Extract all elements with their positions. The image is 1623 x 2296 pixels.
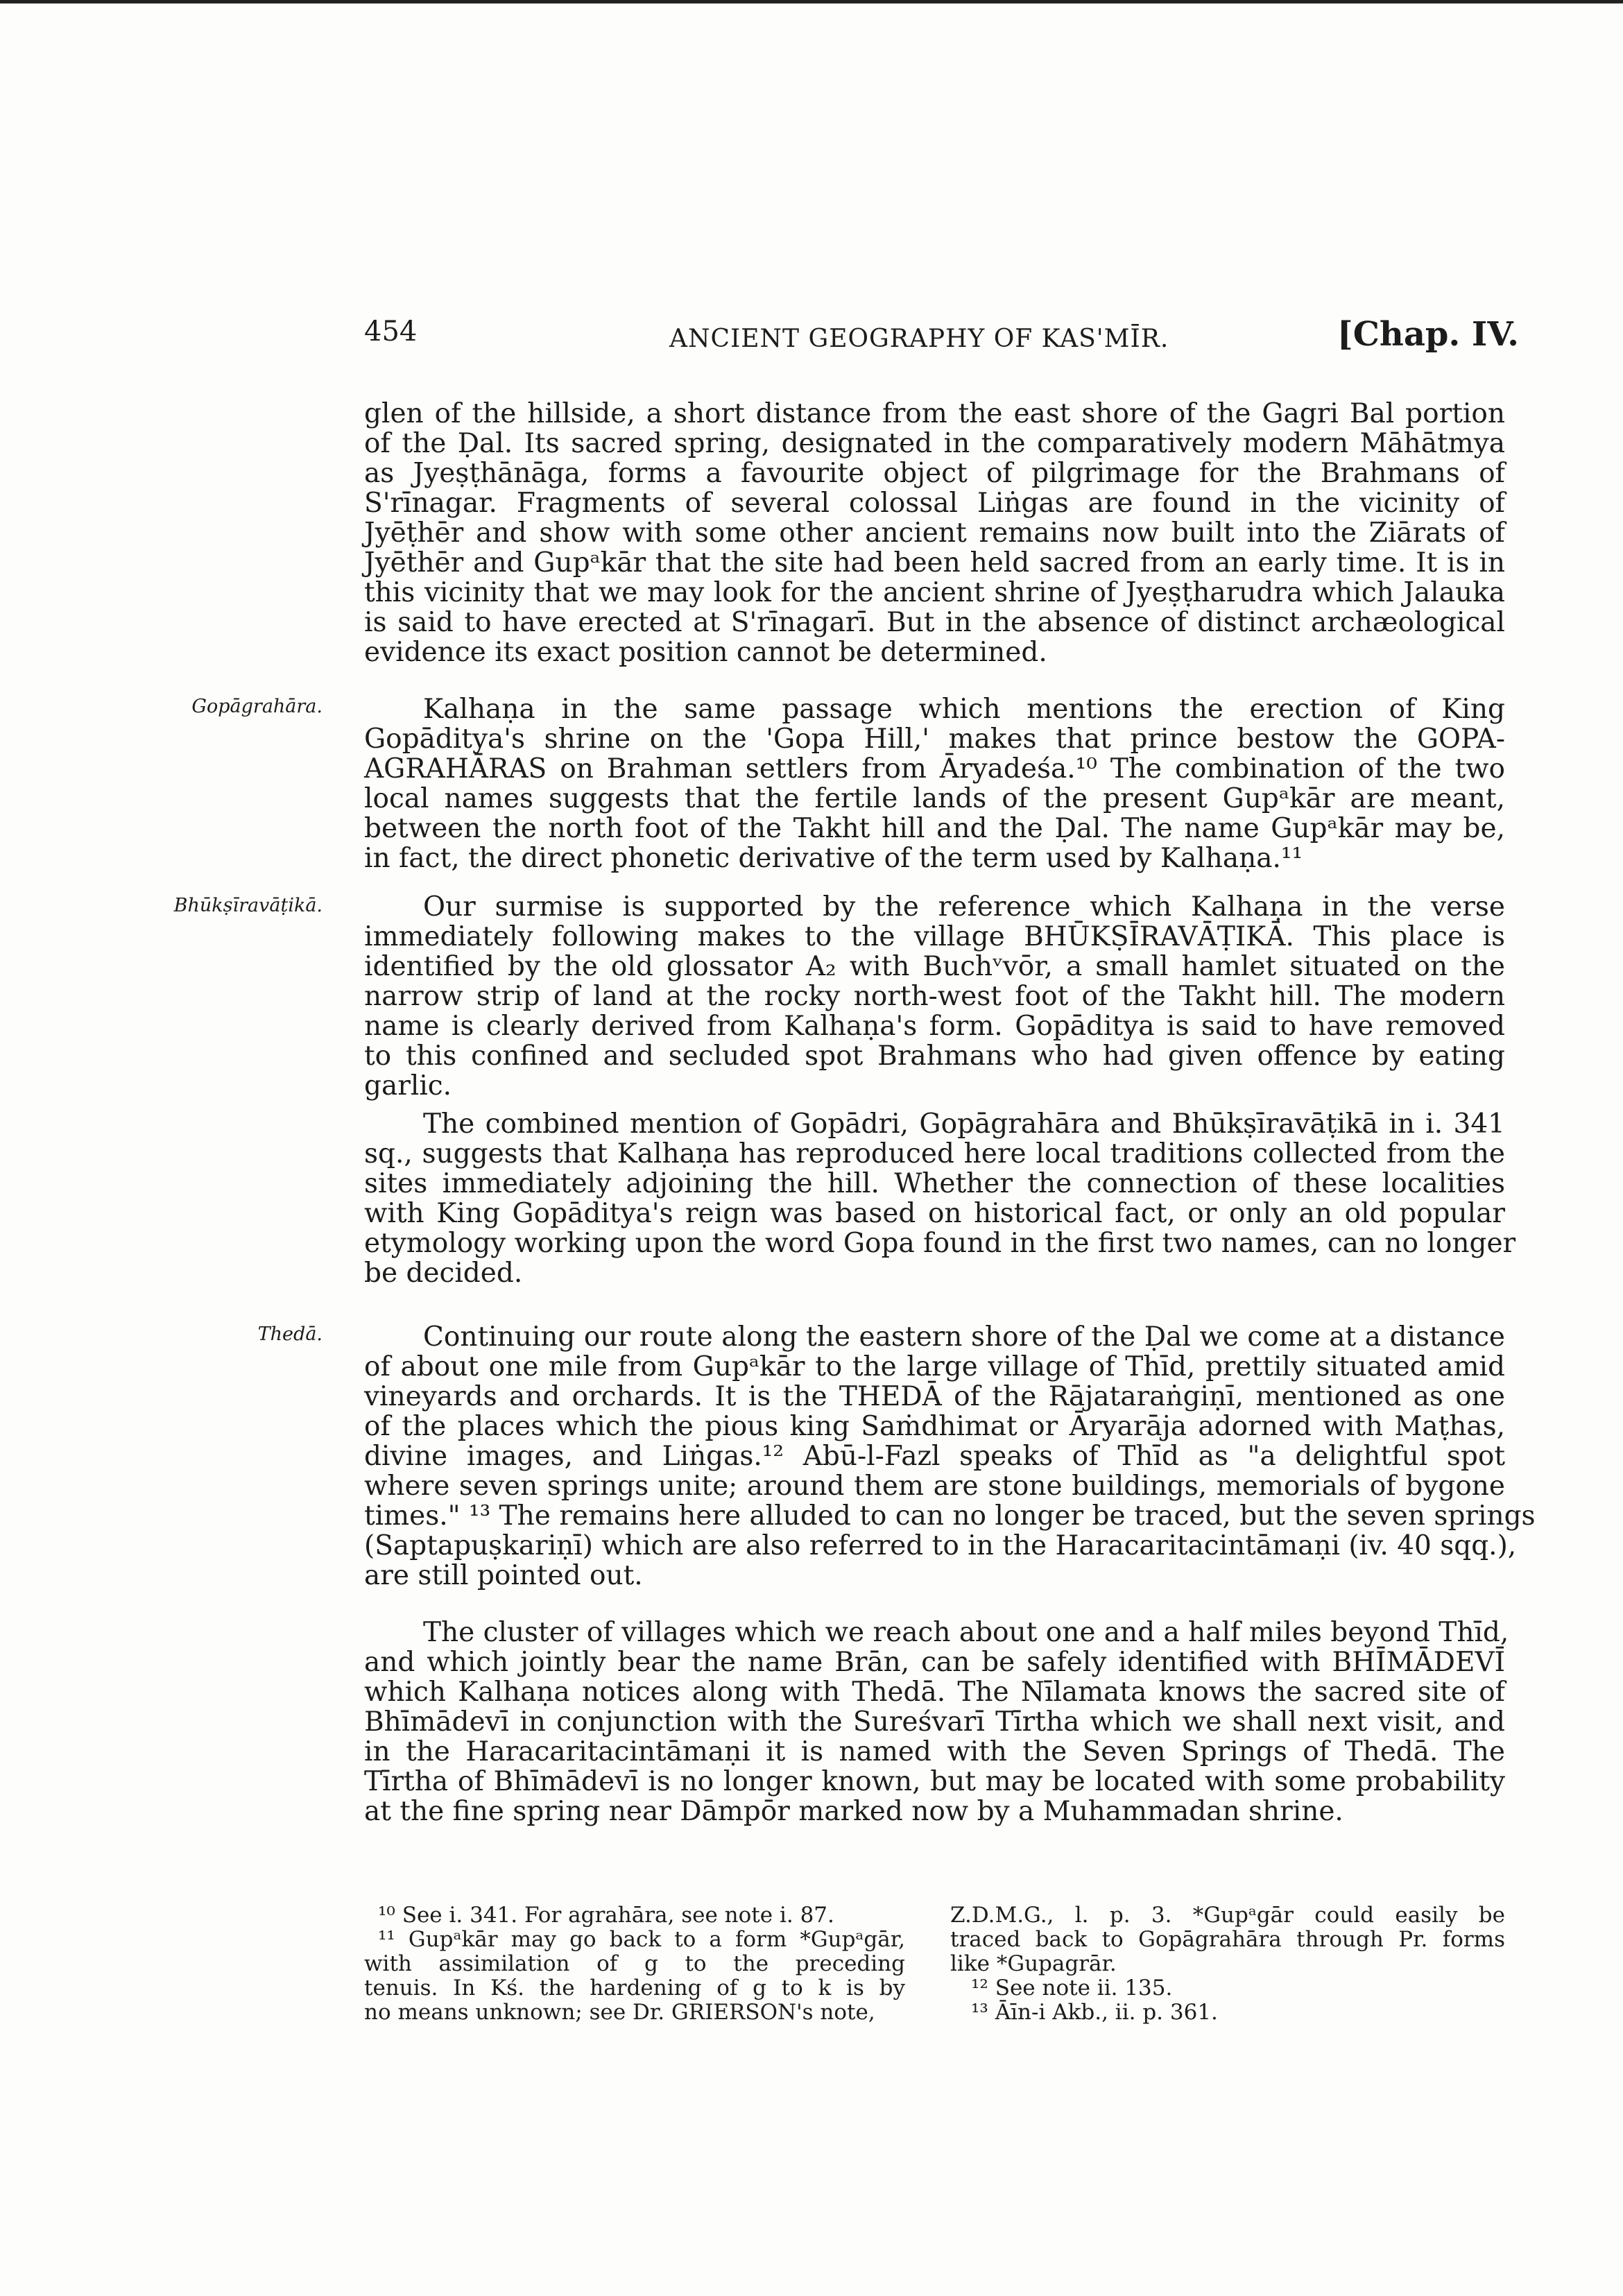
body-line: sites immediately adjoining the hill. Whether the connection of these localities [364, 1168, 1505, 1199]
footnote-line: with assimilation of g to the preceding [364, 1951, 905, 1976]
footnote-line: ¹² See note ii. 135. [971, 1976, 1173, 2001]
body-line: in the Haracaritacintāmaṇi it is named with the Seven Springs of Thedā. The [364, 1736, 1505, 1767]
footnote-line: Z.D.M.G., l. p. 3. *Gupᵃgār could easily be [950, 1903, 1505, 1928]
body-line: with King Gopāditya's reign was based on historical fact, or only an old popular [364, 1198, 1505, 1229]
body-line: be decided. [364, 1258, 523, 1289]
body-line: The combined mention of Gopādri, Gopāgrahāra and Bhūkṣīravāṭikā in i. 341 [423, 1108, 1505, 1140]
margin-note-gopagrahara: Gopāgrahāra. [191, 696, 323, 717]
body-line: of about one mile from Gupᵃkār to the large village of Thīd, prettily situated amid [364, 1351, 1505, 1382]
body-line: where seven springs unite; around them are stone buildings, memorials of bygone [364, 1471, 1505, 1502]
body-line: are still pointed out. [364, 1560, 643, 1591]
body-line: divine images, and Liṅgas.¹² Abū-l-Fazl speaks of Thīd as "a delightful spot [364, 1441, 1505, 1472]
body-line: Bhīmādevī in conjunction with the Sureśvarī Tīrtha which we shall next visit, and [364, 1706, 1505, 1738]
body-line: Gopāditya's shrine on the 'Gopa Hill,' makes that prince bestow the GOPA- [364, 723, 1505, 755]
body-line: sq., suggests that Kalhaṇa has reproduced here local traditions collected from the [364, 1138, 1505, 1170]
chapter-label: [Chap. IV. [1337, 315, 1519, 354]
body-line: garlic. [364, 1070, 452, 1102]
body-line: at the fine spring near Dāmpōr marked now by a Muhammadan shrine. [364, 1796, 1343, 1827]
body-line: to this confined and secluded spot Brahmans who had given offence by eating [364, 1040, 1505, 1072]
body-line: of the Ḍal. Its sacred spring, designated in the comparatively modern Māhātmya [364, 428, 1505, 459]
body-line: glen of the hillside, a short distance from the east shore of the Gagri Bal portion [364, 398, 1505, 429]
body-line: immediately following makes to the village BHŪKṢĪRAVĀṬIKĀ. This place is [364, 921, 1505, 952]
body-line: vineyards and orchards. It is the THEDĀ of the Rājataraṅgiṇī, mentioned as one [364, 1381, 1505, 1412]
footnote-line: no means unknown; see Dr. GRIERSON's note, [364, 2000, 875, 2025]
body-line: is said to have erected at S'rīnagarī. But in the absence of distinct archæological [364, 607, 1505, 638]
body-line: Continuing our route along the eastern shore of the Ḍal we come at a distance [423, 1321, 1505, 1353]
body-line: this vicinity that we may look for the ancient shrine of Jyeṣṭharudra which Jalauka [364, 577, 1505, 608]
body-line: local names suggests that the fertile lands of the present Gupᵃkār are meant, [364, 783, 1505, 814]
body-line: in fact, the direct phonetic derivative of the term used by Kalhaṇa.¹¹ [364, 843, 1303, 874]
body-line: times." ¹³ The remains here alluded to can no longer be traced, but the seven springs [364, 1500, 1536, 1532]
footnote-line: like *Gupagrār. [950, 1951, 1117, 1976]
body-line: of the places which the pious king Saṁdhimat or Āryarāja adorned with Maṭhas, [364, 1411, 1505, 1442]
footnote-line: traced back to Gopāgrahāra through Pr. forms [950, 1927, 1505, 1952]
footnote-line: ¹¹ Gupᵃkār may go back to a form *Gupᵃgār, [378, 1927, 905, 1952]
body-line: identified by the old glossator A₂ with Buchᵛvōr, a small hamlet situated on the [364, 951, 1505, 982]
body-line: and which jointly bear the name Brān, can be safely identified with BHĪMĀDEVĪ [364, 1647, 1505, 1678]
body-line: Jyēṭhēr and show with some other ancient remains now built into the Ziārats of [364, 517, 1505, 549]
body-line: (Saptapuṣkariṇī) which are also referred to in the Haracaritacintāmaṇi (iv. 40 sqq.), [364, 1530, 1517, 1561]
body-line: Tīrtha of Bhīmādevī is no longer known, but may be located with some probability [364, 1766, 1505, 1797]
body-line: as Jyeṣṭhānāga, forms a favourite object of pilgrimage for the Brahmans of [364, 458, 1505, 489]
body-line: Our surmise is supported by the reference which Kalhaṇa in the verse [423, 891, 1505, 923]
body-line: between the north foot of the Takht hill and the Ḍal. The name Gupᵃkār may be, [364, 813, 1505, 844]
page-number: 454 [364, 316, 418, 348]
body-line: evidence its exact position cannot be determined. [364, 637, 1047, 668]
body-line: name is clearly derived from Kalhaṇa's form. Gopāditya is said to have removed [364, 1011, 1505, 1042]
footnote-line: ¹⁰ See i. 341. For agrahāra, see note i. 87. [378, 1903, 834, 1928]
running-title: ANCIENT GEOGRAPHY OF KAS'MĪR. [669, 325, 1169, 353]
body-line: narrow strip of land at the rocky north-west foot of the Takht hill. The modern [364, 981, 1505, 1012]
body-line: The cluster of villages which we reach about one and a half miles beyond Thīd, [423, 1617, 1509, 1648]
body-line: etymology working upon the word Gopa found in the first two names, can no longer [364, 1228, 1516, 1259]
body-line: Kalhaṇa in the same passage which mentions the erection of King [423, 694, 1505, 725]
body-line: AGRAHĀRAS on Brahman settlers from Āryadeśa.¹⁰ The combination of the two [364, 753, 1505, 785]
footnote-line: tenuis. In Kś. the hardening of g to k is by [364, 1976, 905, 2001]
footnote-line: ¹³ Āīn-i Akb., ii. p. 361. [971, 2000, 1218, 2025]
body-line: S'rīnagar. Fragments of several colossal Liṅgas are found in the vicinity of [364, 488, 1505, 519]
margin-note-bhuksiravatika: Bhūkṣīravāṭikā. [173, 895, 323, 916]
top-border-rule [0, 0, 1623, 3]
body-line: which Kalhaṇa notices along with Thedā. The Nīlamata knows the sacred site of [364, 1677, 1505, 1708]
margin-note-theda: Thedā. [257, 1323, 323, 1345]
body-line: Jyēthēr and Gupᵃkār that the site had been held sacred from an early time. It is in [364, 547, 1505, 579]
